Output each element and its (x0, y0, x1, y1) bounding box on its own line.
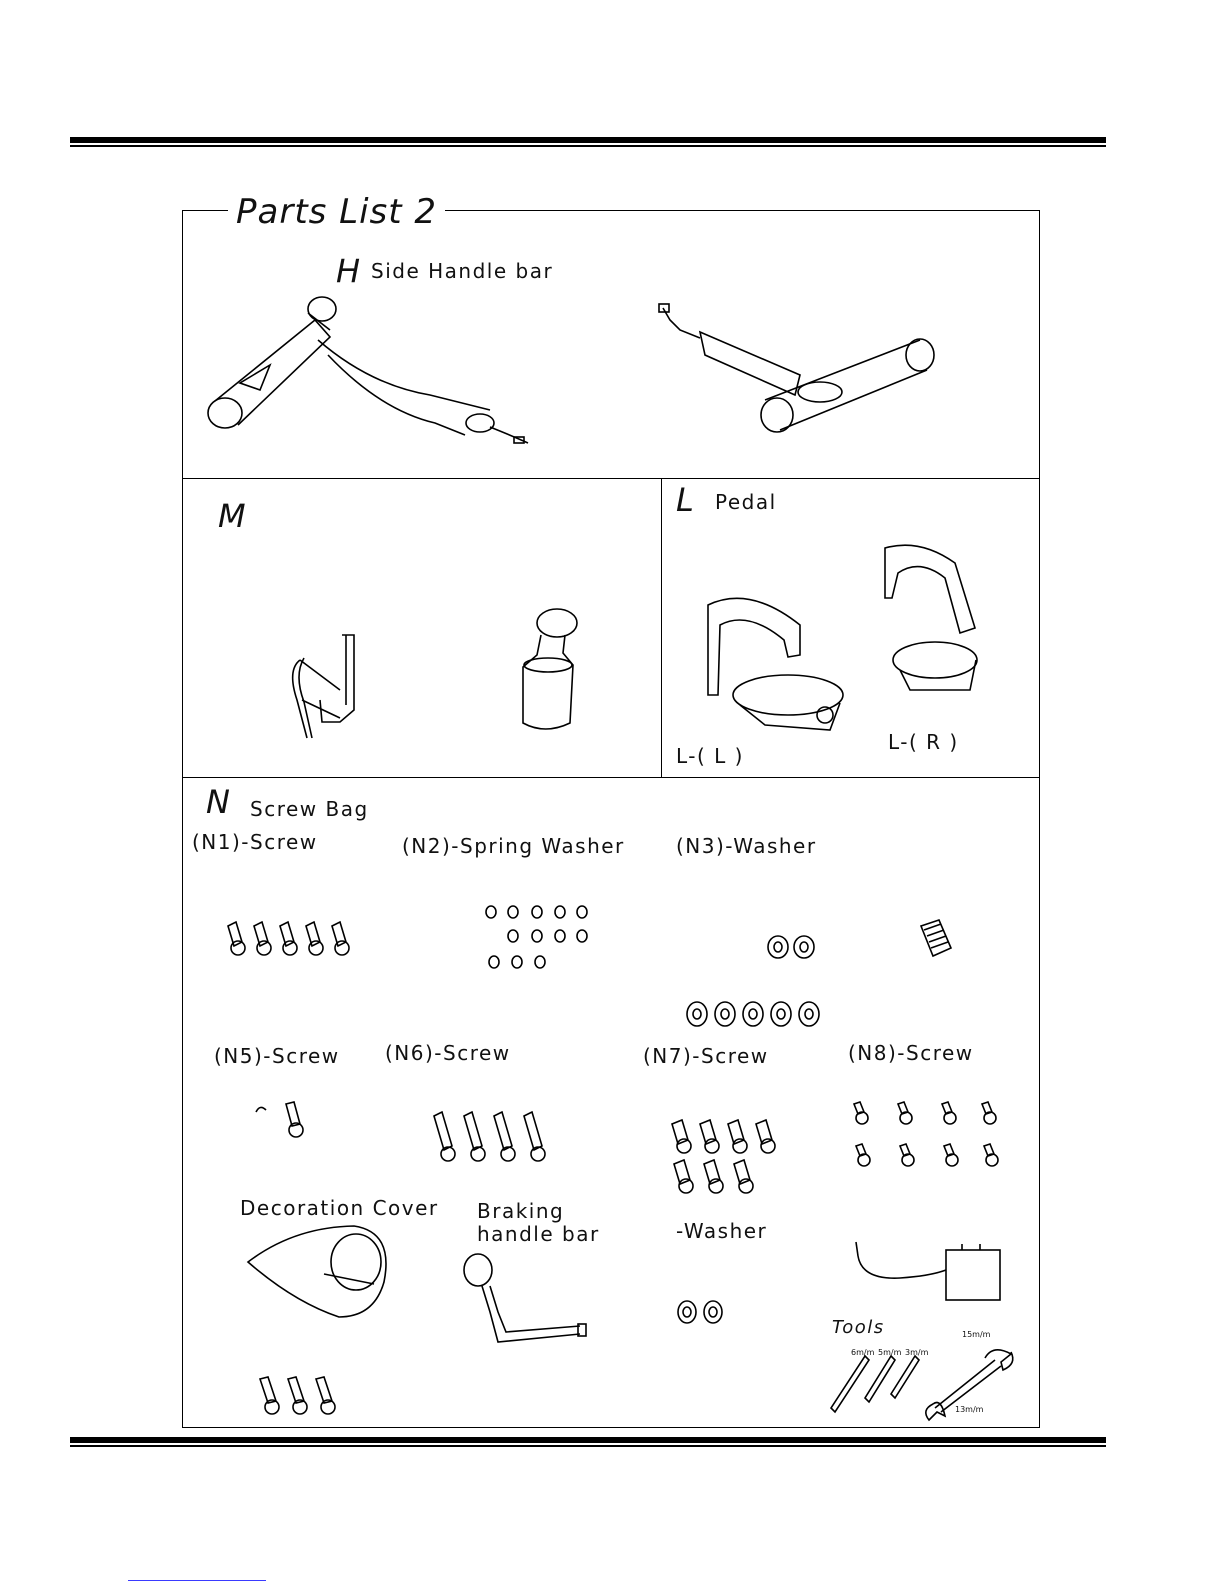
washers-row-illustration (684, 998, 824, 1030)
pedal-right-label: L-( R ) (888, 730, 959, 754)
section-l-label: Pedal (715, 490, 777, 514)
water-bottle-illustration (515, 605, 595, 735)
section-n-label: Screw Bag (250, 797, 369, 821)
decoration-cover-screws-illustration (256, 1375, 346, 1419)
n5-label: (N5)-Screw (214, 1044, 340, 1068)
wrench-13mm-label: 13m/m (955, 1405, 984, 1414)
footer-link-underline[interactable] (128, 1580, 266, 1581)
section-h-label: Side Handle bar (371, 259, 554, 283)
braking-handle-bar-illustration (460, 1252, 600, 1362)
n8-screws-illustration (850, 1100, 1005, 1170)
divider-v1 (661, 478, 662, 778)
bottom-rule (70, 1437, 1106, 1447)
pedal-left-label: L-( L ) (676, 744, 744, 768)
n2-label: (N2)-Spring Washer (402, 834, 625, 858)
washers-pair-illustration (675, 1298, 727, 1326)
section-m-letter: M (218, 497, 246, 535)
divider-h2 (182, 777, 1040, 778)
n1-label: (N1)-Screw (192, 830, 318, 854)
decoration-cover-label: Decoration Cover (240, 1196, 439, 1220)
section-h-letter: H (336, 252, 361, 290)
power-adapter-illustration (850, 1240, 1010, 1310)
pedal-left-illustration (700, 585, 860, 740)
tools-illustration (825, 1350, 1025, 1420)
n7-label: (N7)-Screw (643, 1044, 769, 1068)
top-rule (70, 137, 1106, 147)
decoration-cover-illustration (244, 1222, 394, 1322)
bottle-cage-illustration (282, 630, 362, 750)
allen-key-3mm-label: 3m/m (905, 1348, 929, 1357)
section-n-letter: N (206, 783, 230, 821)
side-handle-bar-right-illustration (655, 300, 945, 440)
n5-screw-illustration (252, 1100, 312, 1140)
n6-screws-illustration (430, 1110, 560, 1165)
tools-label: Tools (832, 1317, 885, 1338)
n7-screws-illustration (668, 1118, 788, 1196)
divider-h1 (182, 478, 1040, 479)
wrench-15mm-label: 15m/m (962, 1330, 991, 1339)
side-handle-bar-left-illustration (200, 295, 540, 455)
braking-handle-bar-label-line2: handle bar (477, 1222, 600, 1246)
page-title: Parts List 2 (228, 192, 445, 232)
n4-part-illustration (915, 918, 955, 960)
pedal-right-illustration (880, 538, 990, 698)
section-l-letter: L (676, 481, 694, 519)
braking-handle-bar-label-line1: Braking (477, 1199, 565, 1223)
n2-spring-washers-illustration (482, 902, 592, 977)
n6-label: (N6)-Screw (385, 1041, 511, 1065)
n3-washers-illustration (765, 932, 820, 962)
n1-screws-illustration (222, 920, 362, 960)
n3-label: (N3)-Washer (676, 834, 817, 858)
n8-label: (N8)-Screw (848, 1041, 974, 1065)
allen-key-5mm-label: 5m/m (878, 1348, 902, 1357)
allen-key-6mm-label: 6m/m (851, 1348, 875, 1357)
washer-label: -Washer (676, 1219, 768, 1243)
